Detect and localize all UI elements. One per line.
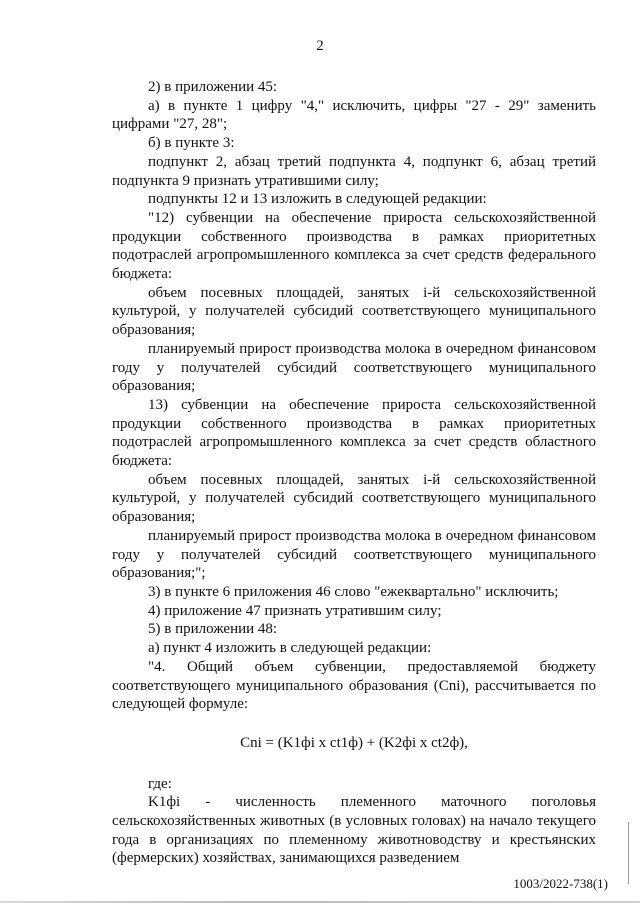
paragraph: а) в пункте 1 цифру "4," исключить, цифры "27 - 29" заменить цифрами "27, 28"; xyxy=(112,97,596,133)
paragraph: 13) субвенции на обеспечение прироста сельскохозяйственной продукции собственного производства в рамках приоритетных подотраслей агропромышленного комплекса за счет средств областного бюджета: xyxy=(112,396,596,470)
scan-bottom-edge xyxy=(0,901,640,903)
formula: Cni = (K1фi x ct1ф) + (K2фi x ct2ф), xyxy=(240,734,468,751)
paragraph: "12) субвенции на обеспечение прироста сельскохозяйственной продукции собственного производства в рамках приоритетных подотраслей агропромышленного комплекса за счет средств федерального бюджета: xyxy=(112,209,596,283)
paragraph: объем посевных площадей, занятых i-й сельскохозяйственной культурой, у получателей субсидий соответствующего муниципального образования; xyxy=(112,471,596,526)
paragraph: "4. Общий объем субвенции, предоставляемой бюджету соответствующего муниципального образования (Cni), рассчитывается по следующей формуле: xyxy=(112,658,596,713)
paragraph: б) в пункте 3: xyxy=(148,135,235,152)
paragraph: K1фi - численность племенного маточного поголовья сельскохозяйственных животных (в условных головах) на начало текущего года в организациях по племенному животноводству и крестьянских (фермерских) хозяйствах, занимающихся разведением xyxy=(112,794,596,867)
paragraph: планируемый прирост производства молока в очередном финансовом году у получателей субсидий соответствующего муниципального образования; xyxy=(112,340,596,395)
paragraph: а) пункт 4 изложить в следующей редакции: xyxy=(148,640,432,657)
paragraph: 5) в приложении 48: xyxy=(148,621,278,638)
page-number: 2 xyxy=(316,38,324,54)
paragraph: планируемый прирост производства молока в очередном финансовом году у получателей субсидий соответствующего муниципального образования;"; xyxy=(112,527,596,582)
paragraph: объем посевных площадей, занятых i-й сельскохозяйственной культурой, у получателей субсидий соответствующего муниципального образования; xyxy=(112,284,596,339)
paragraph: 3) в пункте 6 приложения 46 слово "ежеквартально" исключить; xyxy=(148,583,559,600)
paragraph: подпункт 2, абзац третий подпункта 4, подпункт 6, абзац третий подпункта 9 признать утратившими силу; xyxy=(112,153,596,189)
paragraph: 2) в приложении 45: xyxy=(148,79,278,95)
paragraph: подпункты 12 и 13 изложить в следующей редакции: xyxy=(148,191,487,208)
document-body xyxy=(112,78,596,868)
paragraph: 4) приложение 47 признать утратившим силу; xyxy=(148,602,442,619)
scan-edge-mark xyxy=(628,822,629,884)
document-code: 1003/2022-738(1) xyxy=(513,876,608,891)
paragraph: где: xyxy=(148,775,172,792)
